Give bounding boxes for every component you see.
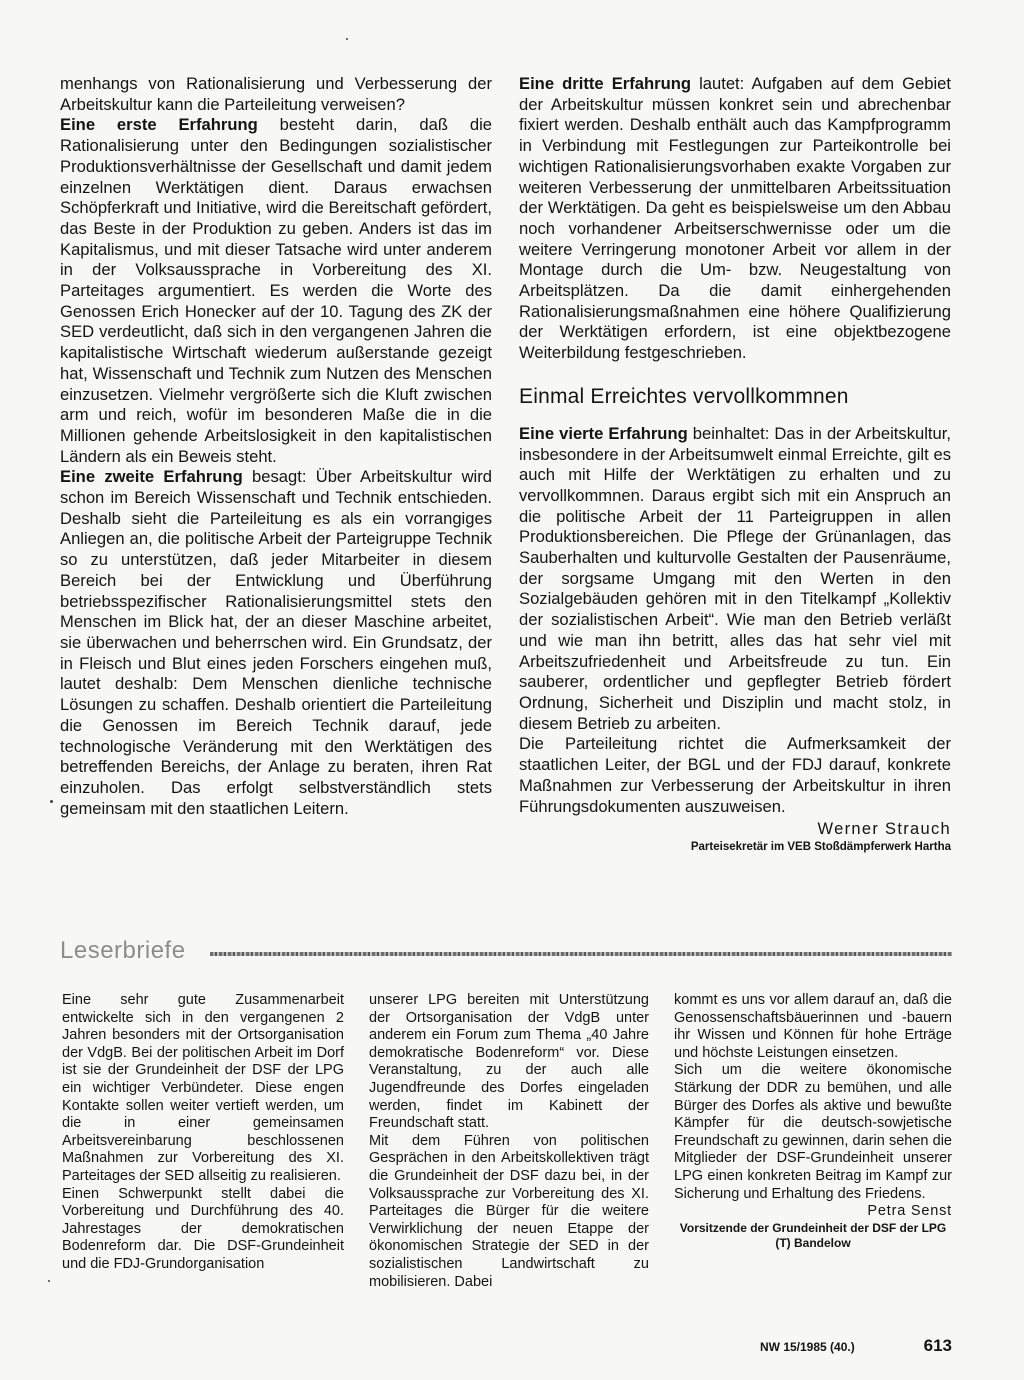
paragraph: Eine dritte Erfahrung lautet: Aufgaben auf dem Gebiet der Arbeitskultur müssen konkret sein und abrechenbar fixiert werden. Deshalb enthält auch das Kampfprogramm in Verbindung mit Festlegungen zur Parteikontrolle bei wichtigen Rationalisierungsvorhaben exakte Vorgaben zur weiteren Verbesserung der unmittelbaren Arbeitssituation der Werktätigen. Da geht es beispielsweise um den Abbau noch vorhandener Arbeitserschwernisse oder um die weitere Verringerung monotoner Arbeit vor allem in der Montage durch die Um- bzw. Neugestaltung von Arbeitsplätzen. Da die damit einhergehenden Rationalisierungsmaßnahmen eine höhere Qualifizierung der Werktätigen erfordern, ist eine objektbezogene Weiterbildung festgeschrieben. [519, 74, 951, 363]
paragraph: Eine vierte Erfahrung beinhaltet: Das in der Arbeitskultur, insbesondere in der Arbeitsumwelt einmal Erreichte, gilt es auch mit Hilfe der Werktätigen zu erhalten und zu vervollkommnen. Daraus ergibt sich mit ein Anspruch an die politische Arbeit der 11 Parteigruppen in allen Produktionsbereichen. Die Pflege der Grünanlagen, das Sauberhalten und kulturvolle Gestalten der Pausenräume, der sorgsame Umgang mit den Werten in den Sozialgebäuden gehören mit in den Titelkampf „Kollektiv der sozialistischen Arbeit“. Wie man den Betrieb verläßt und wie man ihn betritt, alles das hat sehr viel mit Arbeitszufriedenheit und Arbeitsfreude zu tun. Ein sauberer, ordentlicher und gepflegter Betrieb fördert Ordnung, Sicherheit und Disziplin und macht stolz, in diesem Betrieb zu arbeiten. [519, 423, 951, 733]
paragraph-lead: Eine erste Erfahrung [60, 115, 258, 135]
paragraph: Eine zweite Erfahrung besagt: Über Arbeitskultur wird schon im Bereich Wissenschaft und Technik entschieden. Deshalb sieht die Parteileitung es als ein vorrangiges Anliegen an, die politische Arbeit der Parteigruppe Technik so zu unterstützen, daß jeder Mitarbeiter in diesem Bereich bei der Entwicklung und Überführung betriebsspezifischer Rationalisierungsmittel stets den Menschen im Blick hat, der an dieser Maschine arbeitet, sie überwachen und beherrschen wird. Ein Grundsatz, der in Fleisch und Blut eines jeden Forschers eingehen muß, lautet deshalb: Dem Menschen dienliche technische Lösungen zu schaffen. Deshalb orientiert die Parteileitung die Genossen im Bereich Technik darauf, jede technologische Veränderung mit den Werktätigen des betreffenden Bereichs, der Anlage zu beraten, ihren Rat einzuholen. Das erfolgt selbstverständlich stets gemeinsam mit den staatlichen Leitern. [60, 467, 492, 818]
paragraph: menhangs von Rationalisierung und Verbesserung der Arbeitskultur kann die Parteileitung verweisen? [60, 74, 492, 114]
letters-header [60, 936, 952, 966]
page-number: 613 [923, 1336, 952, 1355]
paragraph-lead: Eine vierte Erfahrung [519, 423, 688, 443]
page-footer [760, 1336, 956, 1358]
paragraph: unserer LPG bereiten mit Unterstützung der Ortsorganisation der VdgB unter anderem ein Forum zum Thema „40 Jahre demokratische Bodenreform“ vor. Diese Veranstaltung, zu der auch alle Jugendfreunde des Dorfes eingeladen werden, findet im Kabinett der Freundschaft statt. [369, 992, 649, 1132]
paragraph: Eine erste Erfahrung besteht darin, daß die Rationalisierung unter den Bedingungen sozialistischer Produktionsverhältnisse der Gesellschaft und damit jedem einzelnen Werktätigen dient. Daraus erwachsen Schöpferkraft und Initiative, wird die Bereitschaft gefördert, das Beste in der Produktion zu geben. Anders ist das im Kapitalismus, und mit dieser Tatsache wird unter anderem in der Volksaussprache in Vorbereitung des XI. Parteitages argumentiert. Es werden die Worte des Genossen Erich Honecker auf der 10. Tagung des ZK der SED verdeutlicht, daß sich in den vergangenen Jahren die kapitalistische Wirtschaft wiederum außerstande gezeigt hat, Wissenschaft und Technik zum Nutzen des Menschen einzusetzen. Vielmehr vergrößerte sich die Kluft zwischen arm und reich, wofür im besonderen Maße die in die Millionen gehende Arbeitslosigkeit in den kapitalistischen Ländern als ein Beweis steht. [60, 115, 493, 466]
scan-speck [346, 38, 348, 40]
letter-column-1 [62, 992, 344, 1274]
article-column-left [60, 74, 492, 819]
signature-name: Petra Senst [867, 1203, 952, 1220]
paragraph-lead: Eine dritte Erfahrung [519, 74, 691, 93]
decorative-rule [210, 952, 952, 956]
letters-title: Leserbriefe [60, 936, 194, 966]
paragraph: Mit dem Führen von politischen Gesprächen in den Arbeitskollektiven trägt die Grundeinheit der DSF dazu bei, in der Volksaussprache zur Vorbereitung des XI. Parteitages die Bürger für die weitere Verwirklichung der neuen Etappe der ökonomischen Strategie der SED in der sozialistischen Landwirtschaft zu mobilisieren. Dabei [369, 1132, 649, 1290]
author-name: Werner Strauch [817, 820, 951, 839]
letter-column-3 [674, 992, 952, 1251]
paragraph: Die Parteileitung richtet die Aufmerksamkeit der staatlichen Leiter, der BGL und der FDJ darauf, konkrete Maßnahmen zur Verbesserung der Arbeitskultur in ihren Führungsdokumenten auszuweisen. [519, 734, 951, 816]
article-column-right [519, 74, 951, 855]
author-role: Parteisekretär im VEB Stoßdämpferwerk Hartha [690, 841, 951, 854]
paragraph-lead: Eine zweite Erfahrung [60, 467, 243, 487]
subheading: Einmal Erreichtes vervollkommnen [519, 384, 849, 408]
paragraph: Eine sehr gute Zusammenarbeit entwickelte sich in den vergangenen 2 Jahren besonders mit der Ortsorganisation der VdgB. Bei der politischen Arbeit im Dorf ist sie der Grundeinheit der DSF der LPG ein wichtiger Verbündeter. Diese engen Kontakte sollen weiter vertieft werden, um die in einer gemeinsamen Arbeitsvereinbarung beschlossenen Maßnahmen zur Vorbereitung des XI. Parteitages der SED allseitig zu realisieren. [62, 992, 344, 1184]
paragraph: kommt es uns vor allem darauf an, daß die Genossenschaftsbäuerinnen und -bauern ihr Wissen und Können für hohe Erträge und höchste Leistungen einsetzen. [674, 992, 952, 1061]
paragraph: Sich um die weitere ökonomische Stärkung der DDR zu bemühen, und alle Bürger des Dorfes als aktive und bewußte Kämpfer für die deutsch-sowjetische Freundschaft zu gewinnen, darin sehen die Mitglieder der DSF-Grundeinheit unserer LPG einen konkreten Beitrag im Kampf zur Sicherung und Erhaltung des Friedens. [674, 1062, 952, 1202]
scan-speck [48, 1280, 50, 1282]
signature-role: Vorsitzende der Grundeinheit der DSF der LPG (T) Bandelow [679, 1220, 947, 1250]
scan-speck [50, 800, 53, 803]
paragraph: Einen Schwerpunkt stellt dabei die Vorbereitung und Durchführung des 40. Jahrestages der demokratischen Bodenreform dar. Die DSF-Grundeinheit und die FDJ-Grundorganisation [62, 1185, 344, 1272]
letter-column-2 [369, 992, 649, 1291]
issue-label: NW 15/1985 (40.) [760, 1340, 855, 1354]
